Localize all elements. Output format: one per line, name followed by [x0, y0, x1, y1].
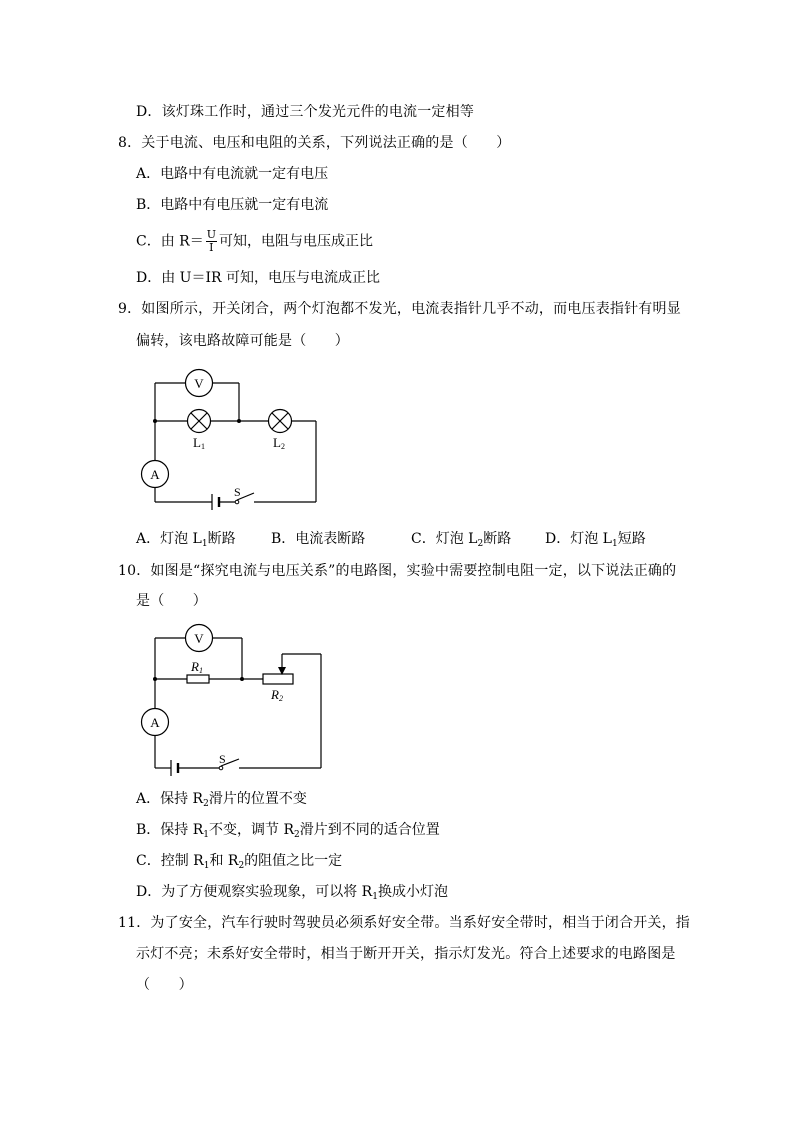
fraction-numerator: U	[206, 228, 216, 241]
q9-ammeter-label: A	[150, 467, 160, 482]
q10-stem-line1: 10．如图是“探究电流与电压关系”的电路图，实验中需要控制电阻一定，以下说法正确的	[118, 563, 677, 579]
q8-option-d: D．由 U＝IR 可知，电压与电流成正比	[136, 270, 380, 286]
q10-stem-line2: 是（ ）	[136, 593, 207, 609]
q10-resistor-r1-icon	[187, 675, 209, 683]
q9-lamp-l1-label: L1	[193, 435, 205, 451]
q11-stem-line3: （ ）	[136, 977, 193, 993]
q9-stem-line1: 9．如图所示，开关闭合，两个灯泡都不发光，电流表指针几乎不动，而电压表指针有明显	[118, 301, 681, 317]
q8-stem: 8．关于电流、电压和电阻的关系，下列说法正确的是（ ）	[118, 135, 511, 151]
q10-switch-contact	[219, 766, 223, 770]
q8-option-c-suffix: 可知，电阻与电压成正比	[218, 233, 373, 250]
q9-option-c: C．灯泡 $L_2$断路	[411, 531, 512, 549]
q10-option-d: D．为了方便观察实验现象，可以将 $R_1$换成小灯泡	[136, 884, 448, 902]
q9-switch-label: S	[234, 485, 241, 499]
q10-junction-dot	[240, 677, 244, 681]
q10-ammeter-label: A	[150, 715, 160, 730]
q10-r2-label: R2	[271, 687, 283, 703]
q8-option-b: B．电路中有电压就一定有电流	[136, 197, 329, 213]
q11-stem-line2: 示灯不亮；未系好安全带时，相当于断开开关，指示灯发光。符合上述要求的电路图是	[136, 946, 676, 962]
q10-switch-label: S	[219, 752, 226, 766]
q8-option-c-prefix: C．由 R＝	[136, 233, 204, 250]
q10-option-c: C．控制 $R_1$和 $R_2$的阻值之比一定	[136, 853, 343, 871]
q10-battery-icon	[171, 760, 178, 776]
q11-stem-line1: 11．为了安全，汽车行驶时驾驶员必须系好安全带。当系好安全带时，相当于闭合开关，指	[118, 915, 691, 931]
q10-rheostat-r2-icon	[263, 674, 293, 684]
q9-option-d: D．灯泡 $L_1$短路	[545, 531, 646, 549]
q9-voltmeter-label: V	[194, 376, 204, 391]
q9-stem-line2: 偏转，该电路故障可能是（ ）	[136, 333, 349, 349]
q10-option-b: B．保持 $R_1$不变，调节 $R_2$滑片到不同的适合位置	[136, 822, 440, 840]
fraction-denominator: I	[209, 241, 214, 254]
q7-option-d: D．该灯珠工作时，通过三个发光元件的电流一定相等	[136, 104, 475, 120]
q10-voltmeter-label: V	[194, 631, 204, 646]
q10-ammeter	[142, 709, 169, 736]
q8-option-a: A．电路中有电流就一定有电压	[136, 166, 329, 182]
q9-option-b: B．电流表断路	[271, 531, 366, 547]
q10-r1-label: R1	[191, 659, 203, 675]
q10-option-a: A．保持 $R_2$滑片的位置不变	[136, 791, 307, 809]
q9-option-a: A．灯泡 $L_1$断路	[136, 531, 236, 549]
q10-voltmeter	[186, 625, 213, 652]
q9-lamp-l2-label: L2	[273, 435, 285, 451]
q10-junction-dot	[153, 677, 157, 681]
